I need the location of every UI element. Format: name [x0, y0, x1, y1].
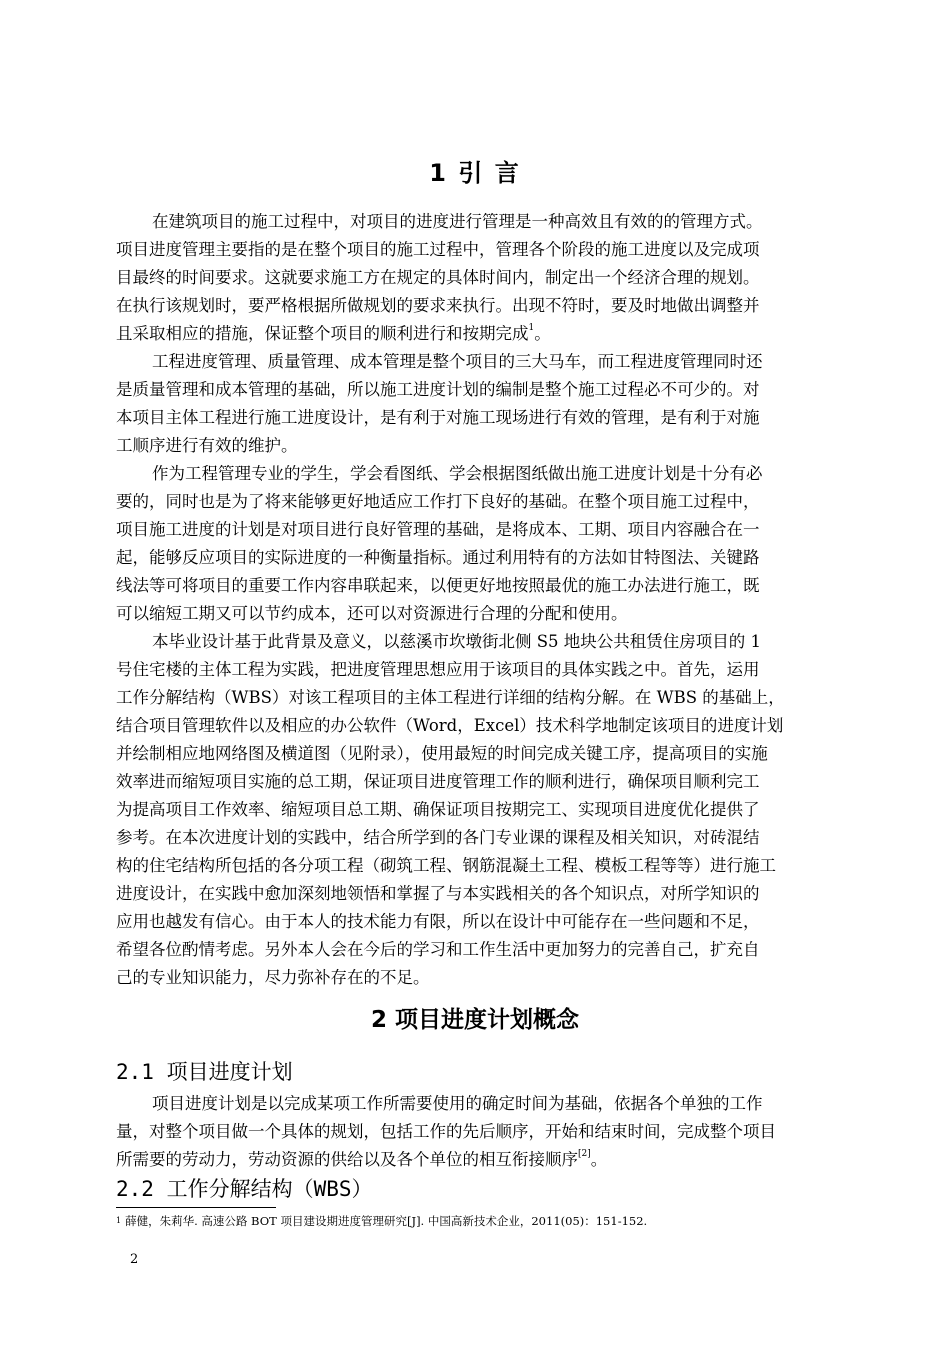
page-number: 2	[130, 1252, 139, 1267]
paragraph-text: 且采取相应的措施，保证整个项目的顺利进行和按期完成	[116, 324, 529, 343]
paragraph-line: 效率进而缩短项目实施的总工期，保证项目进度管理工作的顺利进行，确保项目顺利完工	[116, 772, 760, 791]
paragraph-line: 可以缩短工期又可以节约成本，还可以对资源进行合理的分配和使用。	[116, 604, 628, 623]
paragraph-line: 目最终的时间要求。这就要求施工方在规定的具体时间内，制定出一个经济合理的规划。	[116, 268, 760, 287]
paragraph-line: 本毕业设计基于此背景及意义，以慈溪市坎墩街北侧 S5 地块公共租赁住房项目的 1	[152, 632, 762, 651]
paragraph-line: 己的专业知识能力，尽力弥补存在的不足。	[116, 968, 430, 987]
paragraph-line: 要的，同时也是为了将来能够更好地适应工作打下良好的基础。在整个项目施工过程中，	[116, 492, 760, 511]
section-1-heading: 1 引 言	[429, 159, 521, 187]
paragraph-line: 构的住宅结构所包括的各分项工程（砌筑工程、钢筋混凝土工程、模板工程等等）进行施工	[116, 856, 776, 875]
paragraph-line: 结合项目管理软件以及相应的办公软件（Word，Excel）技术科学地制定该项目的进度计划	[116, 716, 784, 735]
subsection-2-1-heading: 2.1 项目进度计划	[116, 1060, 293, 1084]
paragraph-line: 工顺序进行有效的维护。	[116, 436, 298, 455]
paragraph-line: 作为工程管理专业的学生，学会看图纸、学会根据图纸做出施工进度计划是十分有必	[152, 464, 763, 483]
paragraph-line: 项目进度管理主要指的是在整个项目的施工过程中，管理各个阶段的施工进度以及完成项	[116, 240, 760, 259]
subsection-2-2-heading: 2.2 工作分解结构（WBS）	[116, 1177, 373, 1201]
paragraph-line: 线法等可将项目的重要工作内容串联起来，以便更好地按照最优的施工办法进行施工，既	[116, 576, 760, 595]
paragraph-line: 号住宅楼的主体工程为实践，把进度管理思想应用于该项目的具体实践之中。首先，运用	[116, 660, 760, 679]
paragraph-line: 为提高项目工作效率、缩短项目总工期、确保证项目按期完工、实现项目进度优化提供了	[116, 800, 760, 819]
paragraph-text: 所需要的劳动力，劳动资源的供给以及各个单位的相互衔接顺序	[116, 1150, 578, 1169]
paragraph-line: 是质量管理和成本管理的基础，所以施工进度计划的编制是整个施工过程必不可少的。对	[116, 380, 760, 399]
paragraph-line: 参考。在本次进度计划的实践中，结合所学到的各门专业课的课程及相关知识，对砖混结	[116, 828, 760, 847]
footnote-mark: 1	[116, 1216, 122, 1225]
paragraph-line: 进度设计，在实践中愈加深刻地领悟和掌握了与本实践相关的各个知识点，对所学知识的	[116, 884, 760, 903]
paragraph-line: 并绘制相应地网络图及横道图（见附录），使用最短的时间完成关键工序，提高项目的实施	[116, 744, 768, 763]
paragraph-line: 在执行该规划时，要严格根据所做规划的要求来执行。出现不符时，要及时地做出调整并	[116, 296, 760, 315]
paragraph-text: 。	[534, 324, 551, 343]
paragraph-line: 工作分解结构（WBS）对该工程项目的主体工程进行详细的结构分解。在 WBS 的基础上，	[116, 688, 785, 707]
citation-reference[interactable]: [2]	[578, 1149, 591, 1159]
footnote-divider	[116, 1207, 276, 1208]
footnote-text: 薛健，朱莉华. 高速公路 BOT 项目建设期进度管理研究[J]. 中国高新技术企业，2011(05)：151-152.	[125, 1214, 648, 1228]
paragraph-line: 起，能够反应项目的实际进度的一种衡量指标。通过利用特有的方法如甘特图法、关键路	[116, 548, 760, 567]
section-2-heading: 2 项目进度计划概念	[370, 1007, 579, 1033]
paragraph-line: 项目进度计划是以完成某项工作所需要使用的确定时间为基础，依据各个单独的工作	[152, 1094, 763, 1113]
paragraph-line: 应用也越发有信心。由于本人的技术能力有限，所以在设计中可能存在一些问题和不足，	[116, 912, 760, 931]
paragraph-line: 本项目主体工程进行施工进度设计，是有利于对施工现场进行有效的管理，是有利于对施	[116, 408, 760, 427]
paragraph-line	[116, 1146, 860, 1174]
paragraph-line: 项目施工进度的计划是对项目进行良好管理的基础，是将成本、工期、项目内容融合在一	[116, 520, 760, 539]
paragraph-line: 量，对整个项目做一个具体的规划，包括工作的先后顺序，开始和结束时间，完成整个项目	[116, 1122, 776, 1141]
footnote-reference[interactable]: 1	[528, 323, 535, 333]
paragraph-line	[116, 320, 860, 348]
paragraph-text: 。	[590, 1150, 608, 1169]
paragraph-line: 在建筑项目的施工过程中，对项目的进度进行管理是一种高效且有效的的管理方式。	[152, 212, 763, 231]
footnote	[116, 1213, 860, 1229]
paragraph-line: 希望各位酌情考虑。另外本人会在今后的学习和工作生活中更加努力的完善自己，扩充自	[116, 940, 760, 959]
paragraph-line: 工程进度管理、质量管理、成本管理是整个项目的三大马车，而工程进度管理同时还	[152, 352, 763, 371]
